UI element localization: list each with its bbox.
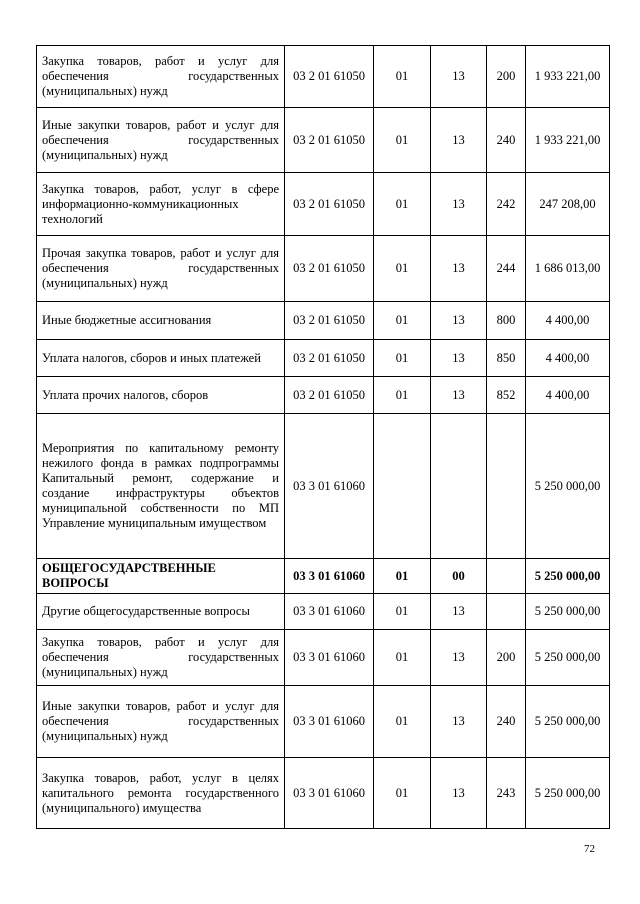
- row-name: Закупка товаров, работ и услуг для обеспечения государственных (муниципальных) нужд: [37, 630, 285, 686]
- row-pr: 13: [431, 686, 487, 758]
- row-code: 03 3 01 61060: [285, 559, 374, 594]
- row-amount: 5 250 000,00: [526, 559, 610, 594]
- row-code: 03 2 01 61050: [285, 173, 374, 236]
- row-name: Иные бюджетные ассигнования: [37, 302, 285, 340]
- row-name: Иные закупки товаров, работ и услуг для обеспечения государственных (муниципальных) нужд: [37, 108, 285, 173]
- table-row: [37, 302, 610, 340]
- table-row: [37, 414, 610, 559]
- row-pr: 13: [431, 302, 487, 340]
- row-amount: 5 250 000,00: [526, 630, 610, 686]
- row-name: ОБЩЕГОСУДАРСТВЕННЫЕ ВОПРОСЫ: [37, 559, 285, 594]
- row-amount: 1 933 221,00: [526, 108, 610, 173]
- row-code: 03 2 01 61050: [285, 236, 374, 302]
- row-rz: 01: [374, 173, 431, 236]
- table-row: [37, 630, 610, 686]
- table-row: [37, 559, 610, 594]
- table-row: [37, 340, 610, 377]
- row-amount: 5 250 000,00: [526, 414, 610, 559]
- row-rz: 01: [374, 686, 431, 758]
- budget-table-body: [37, 46, 610, 829]
- row-name: Другие общегосударственные вопросы: [37, 594, 285, 630]
- row-vr: 240: [487, 108, 526, 173]
- row-pr: 13: [431, 594, 487, 630]
- table-row: [37, 377, 610, 414]
- row-rz: 01: [374, 559, 431, 594]
- table-row: [37, 758, 610, 829]
- row-vr: [487, 414, 526, 559]
- row-amount: 4 400,00: [526, 377, 610, 414]
- row-amount: 5 250 000,00: [526, 686, 610, 758]
- row-vr: 200: [487, 630, 526, 686]
- row-name: Закупка товаров, работ, услуг в сфере информационно-коммуникационных технологий: [37, 173, 285, 236]
- row-rz: 01: [374, 758, 431, 829]
- row-rz: 01: [374, 340, 431, 377]
- row-name: Закупка товаров, работ, услуг в целях капитального ремонта государственного (муниципального) имущества: [37, 758, 285, 829]
- row-code: 03 2 01 61050: [285, 108, 374, 173]
- table-row: [37, 108, 610, 173]
- budget-table: [36, 45, 610, 829]
- row-pr: 13: [431, 377, 487, 414]
- row-pr: 13: [431, 236, 487, 302]
- row-code: 03 3 01 61060: [285, 686, 374, 758]
- table-row: [37, 173, 610, 236]
- row-vr: 800: [487, 302, 526, 340]
- row-vr: [487, 594, 526, 630]
- row-vr: 243: [487, 758, 526, 829]
- row-rz: 01: [374, 377, 431, 414]
- row-code: 03 2 01 61050: [285, 340, 374, 377]
- row-amount: 1 933 221,00: [526, 46, 610, 108]
- row-code: 03 3 01 61060: [285, 630, 374, 686]
- row-code: 03 2 01 61050: [285, 377, 374, 414]
- row-name: Уплата прочих налогов, сборов: [37, 377, 285, 414]
- row-name: Прочая закупка товаров, работ и услуг для обеспечения государственных (муниципальных) нужд: [37, 236, 285, 302]
- row-rz: 01: [374, 46, 431, 108]
- row-amount: 4 400,00: [526, 340, 610, 377]
- table-row: [37, 46, 610, 108]
- row-pr: 13: [431, 758, 487, 829]
- row-pr: 00: [431, 559, 487, 594]
- row-rz: 01: [374, 108, 431, 173]
- row-pr: [431, 414, 487, 559]
- row-code: 03 3 01 61060: [285, 758, 374, 829]
- row-code: 03 3 01 61060: [285, 414, 374, 559]
- row-vr: [487, 559, 526, 594]
- row-rz: [374, 414, 431, 559]
- row-vr: 240: [487, 686, 526, 758]
- row-name: Закупка товаров, работ и услуг для обеспечения государственных (муниципальных) нужд: [37, 46, 285, 108]
- row-name: Иные закупки товаров, работ и услуг для обеспечения государственных (муниципальных) нужд: [37, 686, 285, 758]
- row-amount: 5 250 000,00: [526, 758, 610, 829]
- table-row: [37, 236, 610, 302]
- row-amount: 1 686 013,00: [526, 236, 610, 302]
- row-rz: 01: [374, 302, 431, 340]
- row-pr: 13: [431, 340, 487, 377]
- row-pr: 13: [431, 46, 487, 108]
- row-vr: 852: [487, 377, 526, 414]
- row-name: Уплата налогов, сборов и иных платежей: [37, 340, 285, 377]
- row-vr: 200: [487, 46, 526, 108]
- row-amount: 4 400,00: [526, 302, 610, 340]
- row-code: 03 2 01 61050: [285, 302, 374, 340]
- row-pr: 13: [431, 630, 487, 686]
- table-row: [37, 686, 610, 758]
- row-pr: 13: [431, 173, 487, 236]
- page-number: 72: [584, 843, 595, 855]
- row-rz: 01: [374, 236, 431, 302]
- row-vr: 850: [487, 340, 526, 377]
- row-vr: 244: [487, 236, 526, 302]
- row-vr: 242: [487, 173, 526, 236]
- row-rz: 01: [374, 630, 431, 686]
- row-pr: 13: [431, 108, 487, 173]
- row-code: 03 2 01 61050: [285, 46, 374, 108]
- row-name: Мероприятия по капитальному ремонту нежилого фонда в рамках подпрограммы Капитальный ремонт, содержание и создание инфраструктуры объектов муниципальной собственности по МП Управление муниципальным имуществом: [37, 414, 285, 559]
- row-code: 03 3 01 61060: [285, 594, 374, 630]
- row-rz: 01: [374, 594, 431, 630]
- row-amount: 247 208,00: [526, 173, 610, 236]
- row-amount: 5 250 000,00: [526, 594, 610, 630]
- table-row: [37, 594, 610, 630]
